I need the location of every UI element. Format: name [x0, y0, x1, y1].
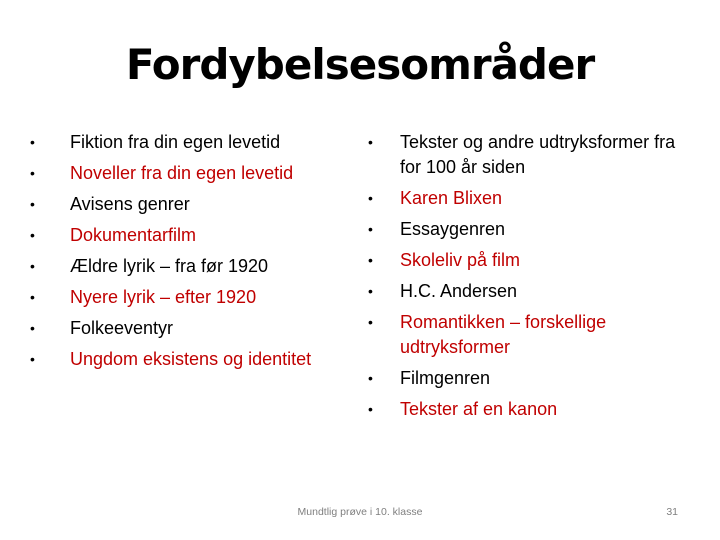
bullet-icon: • [30, 289, 35, 305]
bullet-icon: • [368, 252, 373, 268]
slide-footer: Mundtlig prøve i 10. klasse [297, 506, 423, 518]
list-item [26, 192, 356, 217]
bullet-icon: • [30, 196, 35, 212]
list-item-text: Ungdom eksistens og identitet [70, 349, 312, 369]
list-item-text: Filmgenren [400, 368, 491, 388]
list-item [26, 161, 356, 186]
list-item [26, 130, 356, 155]
list-item-text: Tekster af en kanon [400, 399, 558, 419]
list-item-text: Avisens genrer [70, 194, 190, 214]
list-item [366, 186, 696, 211]
bullet-icon: • [368, 314, 373, 330]
list-item [26, 254, 356, 279]
bullet-icon: • [368, 190, 373, 206]
bullet-icon: • [30, 320, 35, 336]
list-item-text: Nyere lyrik – efter 1920 [70, 287, 257, 307]
bullet-icon: • [30, 165, 35, 181]
list-item [26, 285, 356, 310]
right-bullet-list [366, 130, 696, 428]
list-item-text: Noveller fra din egen levetid [70, 163, 294, 183]
bullet-icon: • [30, 227, 35, 243]
left-bullet-list [26, 130, 356, 378]
list-item [366, 397, 696, 422]
list-item-text: Dokumentarfilm [70, 225, 197, 245]
list-item [366, 248, 696, 273]
list-item-text: Tekster og andre udtryksformer fra for 100 år siden [400, 132, 676, 177]
list-item-text: Fiktion fra din egen levetid [70, 132, 281, 152]
bullet-icon: • [30, 258, 35, 274]
list-item-text: Skoleliv på film [400, 250, 521, 270]
list-item-text: Romantikken – forskellige udtryksformer [400, 312, 607, 357]
page-number: 31 [666, 506, 678, 518]
list-item [366, 130, 696, 180]
list-item [26, 316, 356, 341]
list-item [366, 279, 696, 304]
bullet-icon: • [30, 351, 35, 367]
list-item-text: Karen Blixen [400, 188, 503, 208]
slide-title: Fordybelsesområder [125, 40, 595, 89]
list-item [366, 366, 696, 391]
list-item [366, 310, 696, 360]
bullet-icon: • [368, 134, 373, 150]
list-item-text: Essaygenren [400, 219, 506, 239]
list-item [26, 347, 356, 372]
list-item [366, 217, 696, 242]
list-item-text: Ældre lyrik – fra før 1920 [70, 256, 269, 276]
bullet-icon: • [30, 134, 35, 150]
bullet-icon: • [368, 283, 373, 299]
bullet-icon: • [368, 221, 373, 237]
list-item [26, 223, 356, 248]
list-item-text: H.C. Andersen [400, 281, 518, 301]
bullet-icon: • [368, 401, 373, 417]
bullet-icon: • [368, 370, 373, 386]
list-item-text: Folkeeventyr [70, 318, 174, 338]
